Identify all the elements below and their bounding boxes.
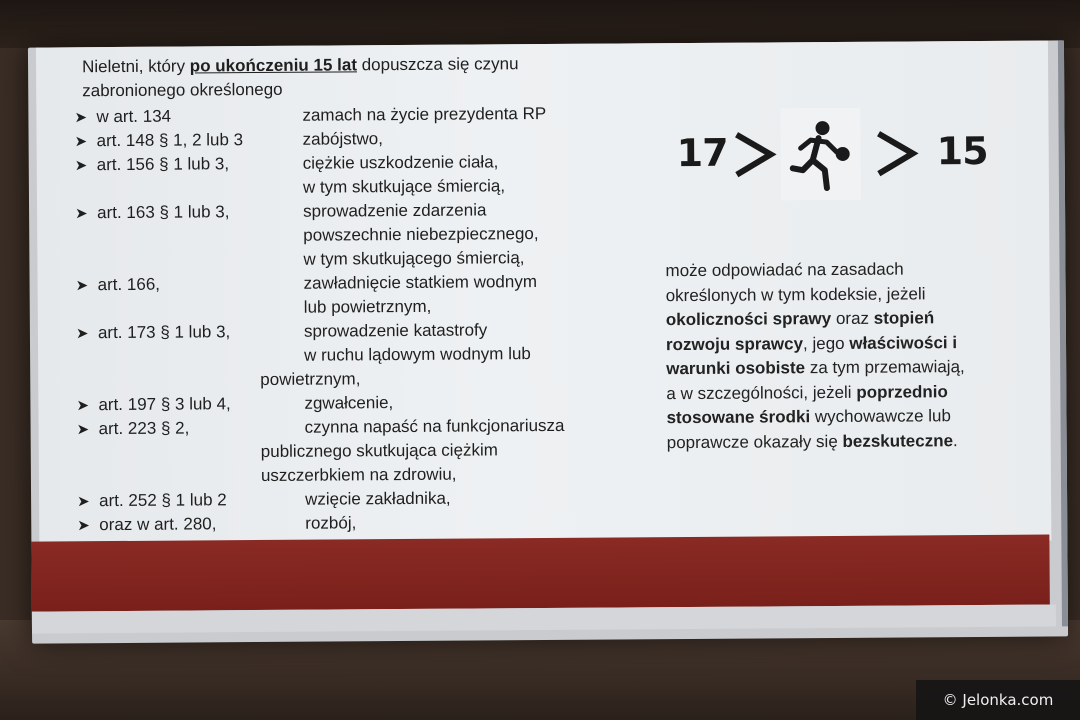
- offense-description-continued: lub powietrznym,: [303, 296, 432, 317]
- screen-right-frame: [1058, 40, 1068, 626]
- article-reference: [75, 152, 229, 178]
- article-reference: [75, 128, 244, 154]
- article-rows: [74, 101, 657, 537]
- watermark: © Jelonka.com: [916, 680, 1080, 720]
- bold-span: właściwości: [849, 332, 948, 353]
- article-number: art. 156 § 1 lub 3,: [96, 154, 230, 175]
- intro-text-after: dopuszcza się czynu: [356, 54, 519, 75]
- arrow-bullet-icon: ➤: [74, 109, 88, 127]
- text-span: .: [952, 430, 958, 450]
- runner-icon-background: [780, 108, 861, 201]
- offense-description-continued: uszczerbkiem na zdrowiu,: [260, 464, 457, 486]
- text-span: za tym przemawiają,: [804, 357, 965, 378]
- conditions-line: [666, 281, 1046, 308]
- offense-description: zamach na życie prezydenta RP: [302, 104, 547, 125]
- text-span: określonych w tym kodeksie, jeżeli: [665, 283, 926, 305]
- offense-description: zawładnięcie statkiem wodnym: [303, 272, 538, 293]
- offense-description: zgwałcenie,: [304, 393, 394, 413]
- bold-span: stopień: [873, 308, 935, 328]
- arrow-bullet-icon: ➤: [77, 517, 90, 535]
- greater-than-icon: [731, 126, 779, 182]
- offense-description: wzięcie zakładnika,: [305, 488, 451, 509]
- offense-description-continued: w ruchu lądowym wodnym lub: [304, 344, 531, 365]
- arrow-bullet-icon: ➤: [76, 421, 90, 439]
- bold-span: rozwoju sprawcy: [665, 333, 804, 354]
- conditions-line: [667, 428, 1047, 455]
- number-17: 17: [676, 130, 728, 176]
- offense-description-continued: w tym skutkującego śmiercią,: [303, 248, 525, 269]
- article-reference: [77, 488, 227, 514]
- article-number: art. 252 § 1 lub 2: [99, 490, 227, 511]
- conditions-line: [666, 379, 1046, 406]
- conditions-line: [666, 330, 1046, 357]
- intro-bold-age: po ukończeniu 15 lat: [189, 55, 358, 76]
- arrow-bullet-icon: ➤: [74, 133, 88, 151]
- bold-span: stosowane środki: [666, 407, 811, 428]
- bold-span: i: [947, 332, 958, 352]
- text-span: oraz: [831, 308, 874, 329]
- conditions-line: [665, 257, 1045, 284]
- text-span: a w szczególności, jeżeli: [666, 382, 857, 403]
- article-number: art. 166,: [97, 274, 161, 295]
- article-number: art. 173 § 1 lub 3,: [97, 322, 231, 343]
- slide-red-footer-band: [31, 535, 1049, 612]
- article-number: art. 197 § 3 lub 4,: [98, 394, 231, 415]
- number-15: 15: [936, 128, 988, 174]
- article-reference: [75, 200, 229, 226]
- bold-span: okoliczności sprawy: [665, 309, 832, 330]
- article-number: oraz w art. 280,: [99, 514, 217, 535]
- article-number: art. 223 § 2,: [98, 418, 190, 439]
- offense-description: ciężkie uszkodzenie ciała,: [302, 152, 499, 173]
- arrow-bullet-icon: ➤: [77, 493, 90, 511]
- text-span: wychowawcze lub: [810, 406, 951, 427]
- offense-description: rozbój,: [305, 513, 357, 533]
- offense-description-continued: w tym skutkujące śmiercią,: [302, 176, 506, 197]
- article-reference: [76, 320, 230, 346]
- intro-text-before: Nieletni, który: [82, 56, 190, 77]
- arrow-bullet-icon: ➤: [75, 325, 89, 343]
- runner-with-ball-icon: [780, 108, 861, 201]
- article-number: w art. 134: [96, 106, 172, 127]
- article-list-column: [74, 51, 657, 537]
- arrow-bullet-icon: ➤: [76, 397, 90, 415]
- text-span: poprawcze okazały się: [666, 431, 843, 452]
- projection-screen: [28, 40, 1068, 643]
- offense-description-continued: powietrznym,: [260, 369, 361, 390]
- bold-span: warunki osobiste: [666, 358, 806, 379]
- offense-description-continued: powszechnie niebezpiecznego,: [303, 224, 539, 245]
- arrow-bullet-icon: ➤: [75, 277, 89, 295]
- article-number: art. 148 § 1, 2 lub 3: [96, 130, 244, 151]
- article-reference: [76, 392, 230, 418]
- text-span: może odpowiadać na zasadach: [665, 259, 904, 281]
- slide-intro: [82, 51, 654, 103]
- offense-description: zabójstwo,: [302, 129, 383, 149]
- slide: [36, 41, 1051, 548]
- intro-line-2: zabronionego określonego: [82, 79, 283, 101]
- bold-span: bezskuteczne: [842, 430, 954, 451]
- article-reference: [76, 273, 161, 299]
- article-row: [77, 509, 657, 537]
- offense-description: czynna napaść na funkcjonariusza: [304, 415, 565, 437]
- text-span: , jego: [802, 333, 850, 353]
- article-reference: [74, 105, 171, 131]
- article-number: art. 163 § 1 lub 3,: [97, 202, 230, 223]
- conditions-line: [666, 306, 1046, 333]
- article-reference: [77, 417, 190, 443]
- conditions-line: [666, 404, 1046, 431]
- conditions-text: [665, 257, 1046, 456]
- arrow-bullet-icon: ➤: [74, 157, 88, 175]
- offense-description: sprowadzenie zdarzenia: [303, 200, 487, 221]
- conditions-line: [666, 355, 1046, 382]
- greater-than-icon-2: [872, 125, 920, 181]
- arrow-bullet-icon: ➤: [75, 205, 88, 223]
- bold-span: poprzednio: [856, 381, 948, 402]
- offense-description-continued: publicznego skutkująca ciężkim: [260, 440, 498, 462]
- offense-description: sprowadzenie katastrofy: [303, 320, 488, 341]
- article-reference: [77, 512, 216, 538]
- age-comparison-graphic: [676, 107, 997, 209]
